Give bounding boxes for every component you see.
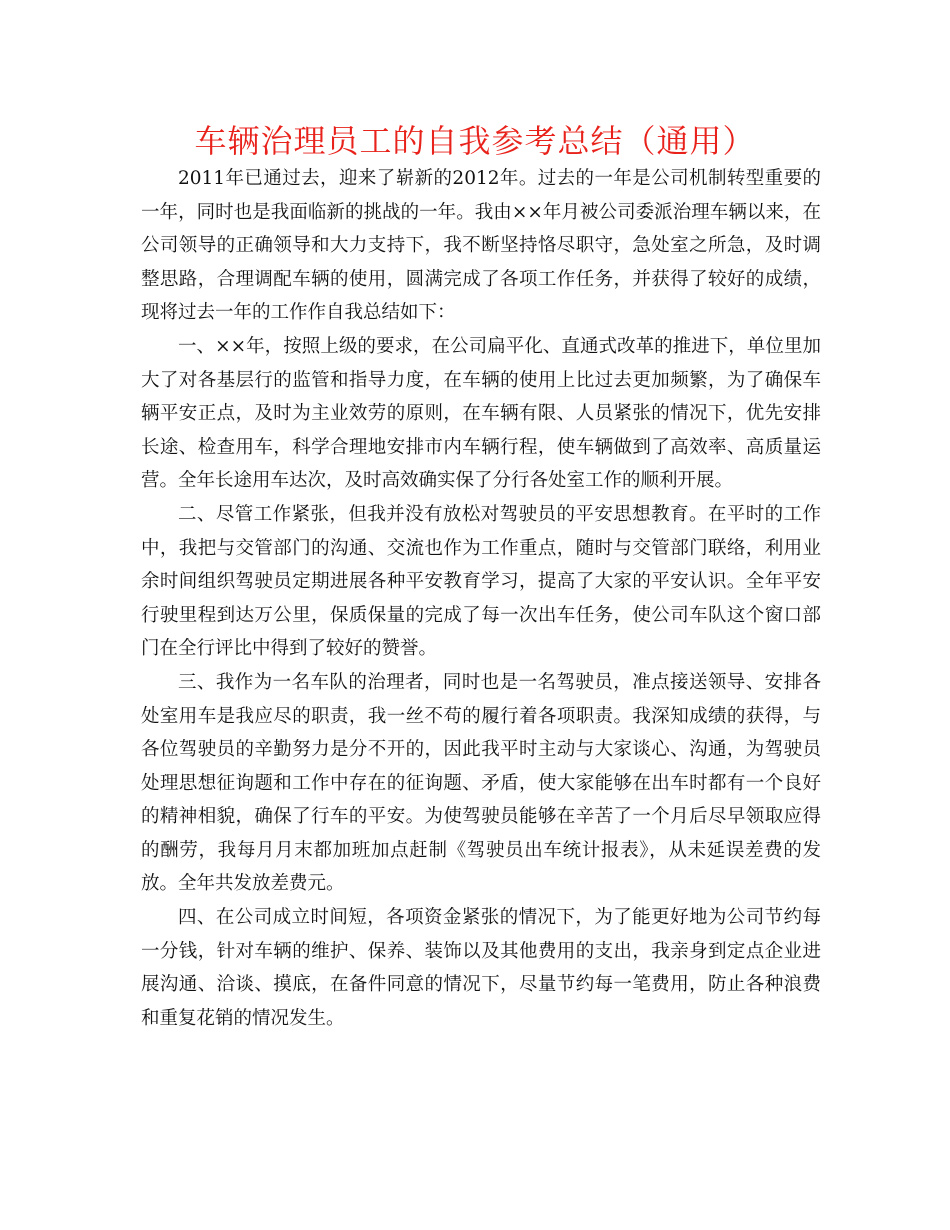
document-body [141,162,821,1035]
paragraph-two: 二、尽管工作紧张，但我并没有放松对驾驶员的平安思想教育。在平时的工作中，我把与交管部门的沟通、交流也作为工作重点，随时与交管部门联络，利用业余时间组织驾驶员定期进展各种平安教育学习，提高了大家的平安认识。全年平安行驶里程到达万公里，保质保量的完成了每一次出车任务，使公司车队这个窗口部门在全行评比中得到了较好的赞誉。 [141,503,821,660]
paragraph-intro: 2011年已通过去，迎来了崭新的2012年。过去的一年是公司机制转型重要的一年，同时也是我面临新的挑战的一年。我由××年月被公司委派治理车辆以来，在公司领导的正确领导和大力支持下，我不断坚持恪尽职守，急处室之所急，及时调整思路，合理调配车辆的使用，圆满完成了各项工作任务，并获得了较好的成绩，现将过去一年的工作作自我总结如下： [141,168,821,324]
paragraph-three: 三、我作为一名车队的治理者，同时也是一名驾驶员，准点接送领导、安排各处室用车是我应尽的职责，我一丝不苟的履行着各项职责。我深知成绩的获得，与各位驾驶员的辛勤努力是分不开的，因此我平时主动与大家谈心、沟通，为驾驶员处理思想征询题和工作中存在的征询题、矛盾，使大家能够在出车时都有一个良好的精神相貌，确保了行车的平安。为使驾驶员能够在辛苦了一个月后尽早领取应得的酬劳，我每月月末都加班加点赶制《驾驶员出车统计报表》，从未延误差费的发放。全年共发放差费元。 [141,671,821,895]
paragraph-four: 四、在公司成立时间短，各项资金紧张的情况下，为了能更好地为公司节约每一分钱，针对车辆的维护、保养、装饰以及其他费用的支出，我亲身到定点企业进展沟通、洽谈、摸底，在备件同意的情况下，尽量节约每一笔费用，防止各种浪费和重复花销的情况发生。 [141,907,821,1029]
paragraph-one: 一、××年，按照上级的要求，在公司扁平化、直通式改革的推进下，单位里加大了对各基层行的监管和指导力度，在车辆的使用上比过去更加频繁，为了确保车辆平安正点，及时为主业效劳的原则，在车辆有限、人员紧张的情况下，优先安排长途、检查用车，科学合理地安排市内车辆行程，使车辆做到了高效率、高质量运营。全年长途用车达次，及时高效确实保了分行各处室工作的顺利开展。 [141,335,821,492]
document-title: 车辆治理员工的自我参考总结（通用） [194,122,756,160]
